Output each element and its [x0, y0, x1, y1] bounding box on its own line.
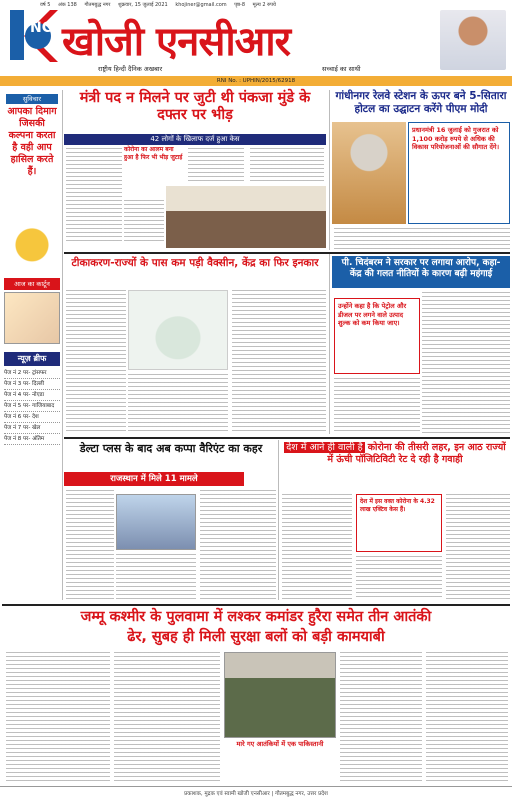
section-divider — [2, 604, 510, 606]
cartoon-label: आज का कार्टून — [4, 278, 60, 290]
logo-ncr-text: NCR — [30, 20, 63, 36]
topline-item: पृष्ठ-8 — [234, 2, 246, 8]
tagline-left: राष्ट्रीय हिन्दी दैनिक अखबार — [98, 65, 163, 73]
article-text — [128, 374, 228, 434]
headline-third-wave-lead: देश में आने ही वाली है — [286, 442, 363, 453]
headline-chidambaram[interactable]: पी. चिदंबरम ने सरकार पर लगाया आरोप, कहा- केंद्र की गलत नीतियों के कारण बढ़ी महंगाई — [332, 256, 510, 288]
subheadline-rajasthan: राजस्थान में मिले 11 मामले — [64, 472, 244, 486]
column-divider — [329, 254, 330, 434]
headline-gandhinagar-hotel[interactable]: गांधीनगर रेलवे स्टेशन के ऊपर बने 5-सितारा होटल का उद्घाटन करेंगे पीएम मोदी — [335, 90, 507, 115]
covid-test-photo — [116, 494, 196, 550]
headline-pulwama-line2[interactable]: ढेर, सुबह ही मिली सुरक्षा बलों को बड़ी कामयाबी — [127, 629, 385, 645]
article-text — [356, 556, 442, 600]
article-text — [446, 494, 510, 600]
article-text — [200, 490, 276, 600]
security-forces-photo — [224, 652, 336, 738]
article-text — [334, 228, 510, 250]
article-text — [114, 652, 220, 782]
article-text — [6, 652, 110, 782]
footer-imprint: प्रकाशक, मुद्रक एवं स्वामी खोजी एनसीआर | गौतमबुद्ध नगर, उत्तर प्रदेश — [0, 786, 512, 800]
article-text — [116, 554, 196, 600]
news-brief-item[interactable]: पेज नं 3 पर- दिल्ली — [4, 379, 60, 390]
masthead-title: खोजी एनसीआर — [62, 18, 291, 65]
topline-item: अंक 138 — [58, 2, 77, 8]
topline-item: वर्ष 5 — [40, 2, 51, 8]
thinking-emoji-icon — [14, 226, 50, 268]
section-divider — [64, 252, 510, 254]
article-text — [188, 148, 244, 182]
article-text — [66, 290, 126, 434]
column-divider — [62, 90, 63, 600]
rni-number-bar: RNI No. : UPHIN/2015/62918 — [0, 76, 512, 86]
news-brief-item[interactable]: पेज नं 8 पर- अंतिम — [4, 434, 60, 445]
masthead-topline — [0, 0, 512, 10]
article-text — [250, 148, 324, 182]
news-brief-item[interactable]: पेज नं 5 पर- गाजियाबाद — [4, 401, 60, 412]
section-divider — [64, 437, 510, 439]
news-brief-label: न्यूज़ ब्रीफ — [4, 352, 60, 366]
article-text — [66, 490, 114, 600]
news-brief-item[interactable]: पेज नं 6 पर- देश — [4, 412, 60, 423]
column-divider — [278, 440, 279, 600]
article-text — [340, 652, 422, 782]
cartoon-image — [4, 292, 60, 344]
topline-item: गौतमबुद्ध नगर — [84, 2, 111, 8]
pullquote: मारे गए आतंकियों में एक पाकिस्तानी — [236, 740, 324, 748]
editor-photo — [440, 10, 506, 70]
highlight-box: उन्होंने कहा है कि पेट्रोल और डीजल पर लगने वाले उत्पाद शुल्क को कम किया जाए। — [334, 298, 420, 374]
subheadline-pankaja-munde: 42 लोगों के खिलाफ दर्ज हुआ केस — [64, 134, 326, 145]
headline-pankaja-munde[interactable]: मंत्री पद न मिलने पर जुटी थी पंकजा मुंडे के दफ्तर पर भीड़ — [79, 90, 311, 123]
headline-kappa-variant[interactable]: डेल्टा प्लस के बाद अब कप्पा वैरिएंट का कहर — [79, 442, 263, 455]
headline-pulwama[interactable]: जम्मू कश्मीर के पुलवामा में लश्कर कमांडर हुरैरा समेत तीन आतंकी — [80, 609, 432, 625]
pullquote: कोरोना का आलम बना हुआ है फिर भी भीड़ जुटाई — [124, 146, 183, 161]
news-brief-list — [4, 368, 60, 445]
topline-item: khojiner@gmail.com — [175, 2, 227, 8]
topline-item: शुक्रवार, 15 जुलाई 2021 — [118, 2, 168, 8]
article-text — [282, 494, 352, 600]
vaccine-vial-photo — [128, 290, 228, 370]
headline-third-wave[interactable] — [280, 440, 510, 468]
crowd-photo — [166, 186, 326, 248]
article-text — [426, 652, 508, 782]
suvichar-label: सुविचार — [6, 94, 58, 104]
news-brief-item[interactable]: पेज नं 7 पर- खेल — [4, 423, 60, 434]
news-brief-item[interactable]: पेज नं 4 पर- नोएडा — [4, 390, 60, 401]
highlight-box: देश में इस वक्त कोरोना के 4.32 लाख एक्टिव केस हैं। — [356, 494, 442, 552]
pm-photo — [332, 122, 406, 224]
article-text — [124, 200, 164, 244]
headline-third-wave-rest: कोरोना की तीसरी लहर, इन आठ राज्यों में ऊंची पॉजिटिविटी रेट दे रही है गवाही — [327, 442, 506, 465]
headline-vaccination[interactable]: टीकाकरण-राज्यों के पास कम पड़ी वैक्सीन, केंद्र का फिर इनकार — [71, 257, 319, 269]
news-brief-item[interactable]: पेज नं 2 पर- ट्रांसफर — [4, 368, 60, 379]
article-text — [334, 378, 420, 434]
article-text — [66, 148, 122, 244]
article-text — [422, 292, 510, 434]
tagline-right: सच्चाई का साथी — [322, 65, 361, 73]
column-divider — [329, 90, 330, 250]
suvichar-quote: आपका दिमाग जिसकी कल्पना करता है वही आप हासिल करते हैं। — [7, 106, 57, 177]
topline-item: मूल्य 2 रुपये — [252, 2, 276, 8]
highlight-box: प्रधानमंत्री 16 जुलाई को गुजरात को 1,100 करोड़ रुपये से अधिक की विकास परियोजनाओं की सौगात देंगे। — [408, 122, 510, 224]
article-text — [232, 290, 326, 434]
